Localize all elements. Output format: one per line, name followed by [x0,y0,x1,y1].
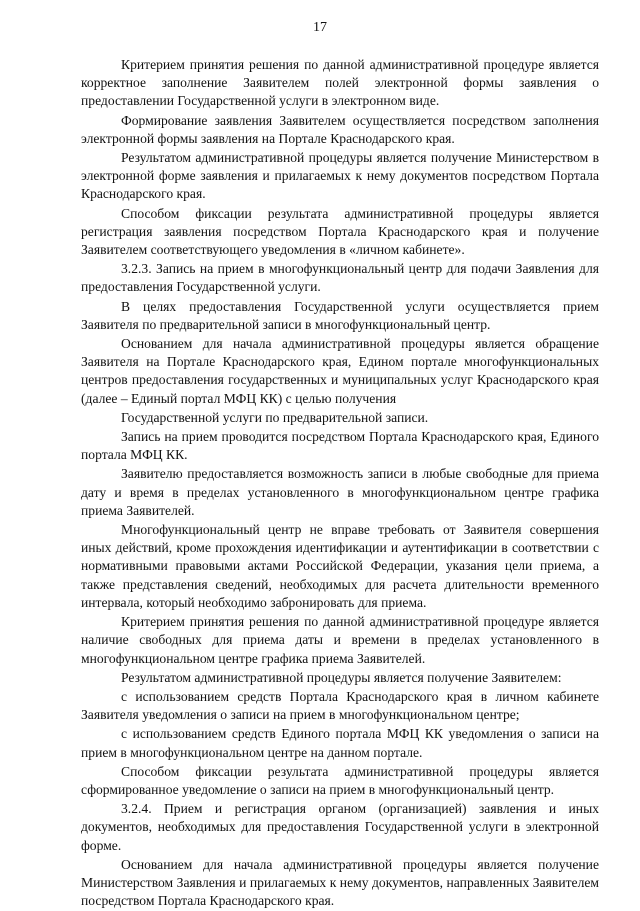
paragraph: Государственной услуги по предварительной записи. [121,409,429,425]
paragraph: Способом фиксации результата административной процедуры является сформированное уведомление о записи на прием в многофункциональный центр. [81,763,599,797]
paragraph: Основанием для начала административной процедуры является получение Министерством Заявления и прилагаемых к нему документов, направленных Заявителем посредством Портала Краснодарского края. [81,856,599,909]
paragraph: В целях предоставления Государственной услуги осуществляется прием Заявителя по предварительной записи в многофункциональный центр. [81,298,599,332]
paragraph: Формирование заявления Заявителем осуществляется посредством заполнения электронной формы заявления на Портале Краснодарского края. [81,112,599,146]
paragraph: Многофункциональный центр не вправе требовать от Заявителя совершения иных действий, кроме прохождения идентификации и аутентификации в соответствии с нормативными правовыми актами Российской Федерации, указания цели приема, а также представления сведений, необходимых для расчета длительности временного интервала, который необходимо забронировать для приема. [81,522,599,610]
paragraph: Результатом административной процедуры является получение Заявителем: [121,669,562,685]
paragraph: Результатом административной процедуры является получение Министерством в электронной форме заявления и прилагаемых к нему документов посредством Портала Краснодарского края. [81,150,599,202]
document-body [81,56,599,911]
paragraph: Заявителю предоставляется возможность записи в любые свободные для приема дату и время в пределах установленного в многофункциональном центре графика приема Заявителей. [81,466,599,518]
paragraph: Критерием принятия решения по данной административной процедуре является корректное заполнение Заявителем полей электронной формы заявления о предоставлении Государственной услуги в электронном виде. [81,57,599,109]
paragraph: Основанием для начала административной процедуры является обращение Заявителя на Портале Краснодарского края, Едином портале многофункциональных центров предоставления государственных и муниципальных услуг Краснодарского края (далее – Единый портал МФЦ КК) с целью получения [81,336,599,406]
paragraph: с использованием средств Портала Краснодарского края в личном кабинете Заявителя уведомления о записи на прием в многофункциональном центре; [81,688,599,723]
section-heading-3-2-3: 3.2.3. Запись на прием в многофункциональный центр для подачи Заявления для предоставления Государственной услуги. [81,261,599,295]
section-heading-3-2-4: 3.2.4. Прием и регистрация органом (организацией) заявления и иных документов, необходимых для предоставления Государственной услуги в электронной форме. [81,801,599,853]
paragraph: Запись на прием проводится посредством Портала Краснодарского края, Единого портала МФЦ КК. [81,429,599,463]
paragraph: Способом фиксации результата административной процедуры является регистрация заявления посредством Портала Краснодарского края и получение Заявителем соответствующего уведомления в «личном кабинете». [81,205,599,258]
paragraph: с использованием средств Единого портала МФЦ КК уведомления о записи на прием в многофункциональном центре на данном портале. [81,726,599,760]
paragraph: Критерием принятия решения по данной административной процедуре является наличие свободных для приема даты и времени в пределах установленного в многофункциональном центре графика приема Заявителей. [81,614,599,666]
page-number: 17 [313,20,327,35]
